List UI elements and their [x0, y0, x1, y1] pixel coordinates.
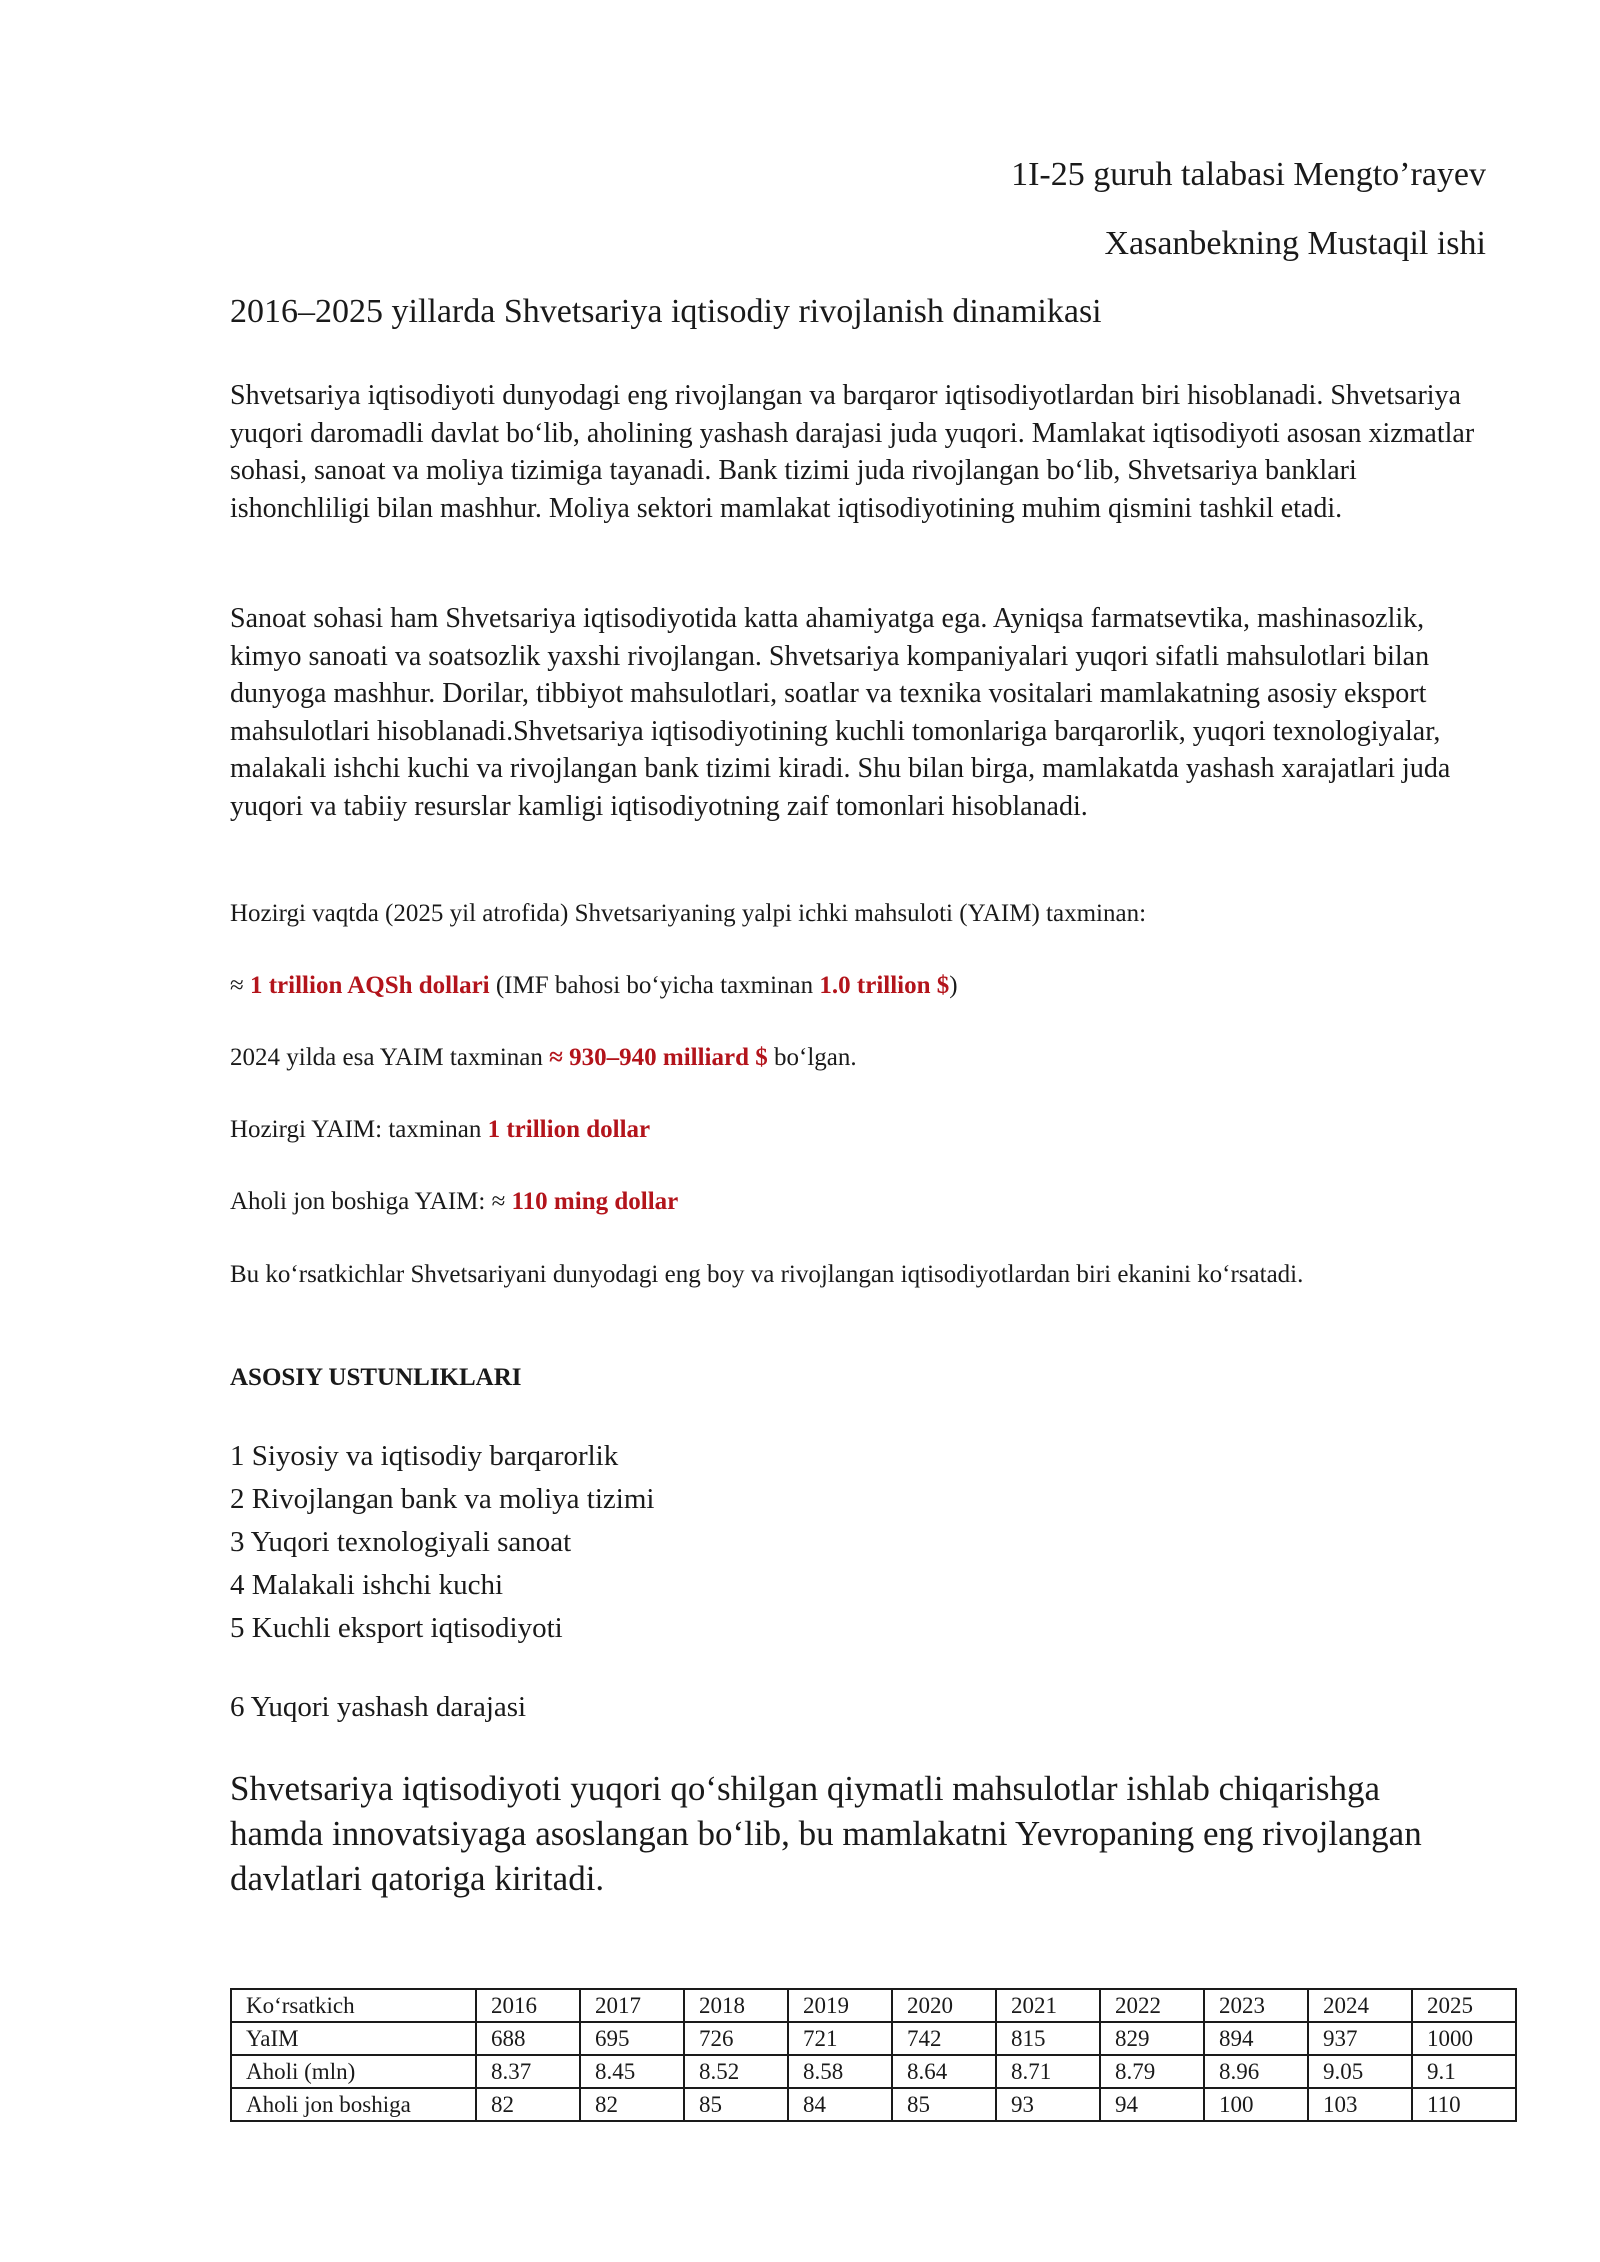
table-header-cell: 2016: [476, 1989, 580, 2022]
table-header-cell: 2024: [1308, 1989, 1412, 2022]
gdp-2024-line: [230, 1042, 857, 1074]
list-item: 1 Siyosiy va iqtisodiy barqarorlik: [230, 1440, 619, 1472]
table-cell: 82: [476, 2088, 580, 2121]
gdp-current-value: 1 trillion dollar: [487, 1116, 651, 1143]
table-cell: 894: [1204, 2022, 1308, 2055]
list-item: 3 Yuqori texnologiyali sanoat: [230, 1526, 572, 1558]
table-cell: 85: [684, 2088, 788, 2121]
table-cell: 815: [996, 2022, 1100, 2055]
table-header-cell: 2018: [684, 1989, 788, 2022]
gdp-per-capita-line: [230, 1186, 678, 1218]
table-header-cell: Ko‘rsatkich: [231, 1989, 476, 2022]
table-cell: 82: [580, 2088, 684, 2121]
gdp-approx-line: [230, 970, 958, 1002]
table-header-cell: 2023: [1204, 1989, 1308, 2022]
gdp-2024-end: bo‘lgan.: [767, 1044, 857, 1071]
table-cell: 688: [476, 2022, 580, 2055]
gdp-2024-text: 2024 yilda esa YAIM taxminan: [230, 1044, 550, 1071]
table-header-cell: 2021: [996, 1989, 1100, 2022]
table-cell: 93: [996, 2088, 1100, 2121]
table-header-cell: 2022: [1100, 1989, 1204, 2022]
table-cell: 8.79: [1100, 2055, 1204, 2088]
table-row: [231, 2022, 1516, 2055]
table-cell: 721: [788, 2022, 892, 2055]
table-header-cell: 2025: [1412, 1989, 1516, 2022]
work-title-line: Xasanbekning Mustaqil ishi: [1104, 225, 1486, 262]
paragraph-industry: Sanoat sohasi ham Shvetsariya iqtisodiyotida katta ahamiyatga ega. Ayniqsa farmatsevtika, mashinasozlik, kimyo sanoati va soatsozlik yaxshi rivojlangan. Shvetsariya kompaniyalari yuqori sifatli mahsulotlari bilan dunyoga mashhur. Dorilar, tibbiyot mahsulotlari, soatlar va texnika vositalari mamlakatning asosiy eksport mahsulotlari hisoblanadi.Shvetsariya iqtisodiyotining kuchli tomonlariga barqarorlik, yuqori texnologiyalar, malakali ishchi kuchi va rivojlangan bank tizimi kiradi. Shu bilan birga, mamlakatda yashash xarajatlari juda yuqori va tabiiy resurslar kamligi iqtisodiyotning zaif tomonlari hisoblanadi.: [230, 603, 1451, 822]
document-title: 2016–2025 yillarda Shvetsariya iqtisodiy rivojlanish dinamikasi: [230, 293, 1102, 330]
table-cell: YaIM: [231, 2022, 476, 2055]
table-header-cell: 2017: [580, 1989, 684, 2022]
table-cell: 8.37: [476, 2055, 580, 2088]
list-item: 5 Kuchli eksport iqtisodiyoti: [230, 1612, 563, 1644]
advantages-heading: ASOSIY USTUNLIKLARI: [230, 1364, 522, 1391]
table-cell: 8.45: [580, 2055, 684, 2088]
list-item: 6 Yuqori yashash darajasi: [230, 1691, 527, 1723]
table-cell: 937: [1308, 2022, 1412, 2055]
table-row: [231, 2088, 1516, 2121]
summary-paragraph: Shvetsariya iqtisodiyoti yuqori qo‘shilgan qiymatli mahsulotlar ishlab chiqarishga hamda innovatsiyaga asoslangan bo‘lib, bu mamlakatni Yevropaning eng rivojlangan davlatlari qatoriga kiritadi.: [230, 1769, 1422, 1898]
gdp-approx-value: 1 trillion AQSh dollari: [249, 972, 490, 999]
table-cell: 8.96: [1204, 2055, 1308, 2088]
imf-text: (IMF bahosi bo‘yicha taxminan: [489, 972, 820, 999]
table-cell: 8.52: [684, 2055, 788, 2088]
table-cell: 103: [1308, 2088, 1412, 2121]
gdp-2024-value: ≈ 930–940 milliard $: [549, 1044, 768, 1071]
table-header-cell: 2020: [892, 1989, 996, 2022]
table-cell: 85: [892, 2088, 996, 2121]
table-cell: 1000: [1412, 2022, 1516, 2055]
per-capita-value: 110 ming dollar: [511, 1188, 679, 1215]
table-cell: Aholi jon boshiga: [231, 2088, 476, 2121]
table-row: [231, 2055, 1516, 2088]
list-item: 4 Malakali ishchi kuchi: [230, 1569, 504, 1601]
gdp-current-label: Hozirgi YAIM: taxminan: [230, 1116, 488, 1143]
gdp-current-line: [230, 1114, 650, 1146]
paragraph-intro: Shvetsariya iqtisodiyoti dunyodagi eng rivojlangan va barqaror iqtisodiyotlardan biri hisoblanadi. Shvetsariya yuqori daromadli davlat bo‘lib, aholining yashash darajasi juda yuqori. Mamlakat iqtisodiyoti asosan xizmatlar sohasi, sanoat va moliya tizimiga tayanadi. Bank tizimi juda rivojlangan bo‘lib, Shvetsariya banklari ishonchliligi bilan mashhur. Moliya sektori mamlakat iqtisodiyotining muhim qismini tashkil etadi.: [230, 380, 1475, 524]
table-cell: 84: [788, 2088, 892, 2121]
table-cell: 9.05: [1308, 2055, 1412, 2088]
imf-value: 1.0 trillion $: [819, 972, 950, 999]
table-cell: 94: [1100, 2088, 1204, 2121]
author-line: 1I-25 guruh talabasi Mengto’rayev: [1011, 156, 1486, 193]
table-cell: 829: [1100, 2022, 1204, 2055]
table-cell: 8.71: [996, 2055, 1100, 2088]
per-capita-label: Aholi jon boshiga YAIM: ≈: [230, 1188, 512, 1215]
table-header-cell: 2019: [788, 1989, 892, 2022]
list-item: 2 Rivojlangan bank va moliya tizimi: [230, 1483, 655, 1515]
approx-symbol: ≈: [230, 972, 250, 999]
indicators-table: [230, 1988, 1517, 2122]
table-header-row: [231, 1989, 1516, 2022]
gdp-intro: Hozirgi vaqtda (2025 yil atrofida) Shvetsariyaning yalpi ichki mahsuloti (YAIM) taxminan:: [230, 900, 1147, 927]
table-cell: 8.58: [788, 2055, 892, 2088]
advantages-list: [230, 1435, 654, 1650]
gdp-conclusion: Bu ko‘rsatkichlar Shvetsariyani dunyodagi eng boy va rivojlangan iqtisodiyotlardan biri ekanini ko‘rsatadi.: [230, 1261, 1304, 1288]
table-cell: 9.1: [1412, 2055, 1516, 2088]
table-cell: Aholi (mln): [231, 2055, 476, 2088]
imf-close: ): [949, 972, 958, 999]
table-cell: 742: [892, 2022, 996, 2055]
table-cell: 110: [1412, 2088, 1516, 2121]
table-cell: 726: [684, 2022, 788, 2055]
table-cell: 695: [580, 2022, 684, 2055]
table-cell: 100: [1204, 2088, 1308, 2121]
table-cell: 8.64: [892, 2055, 996, 2088]
